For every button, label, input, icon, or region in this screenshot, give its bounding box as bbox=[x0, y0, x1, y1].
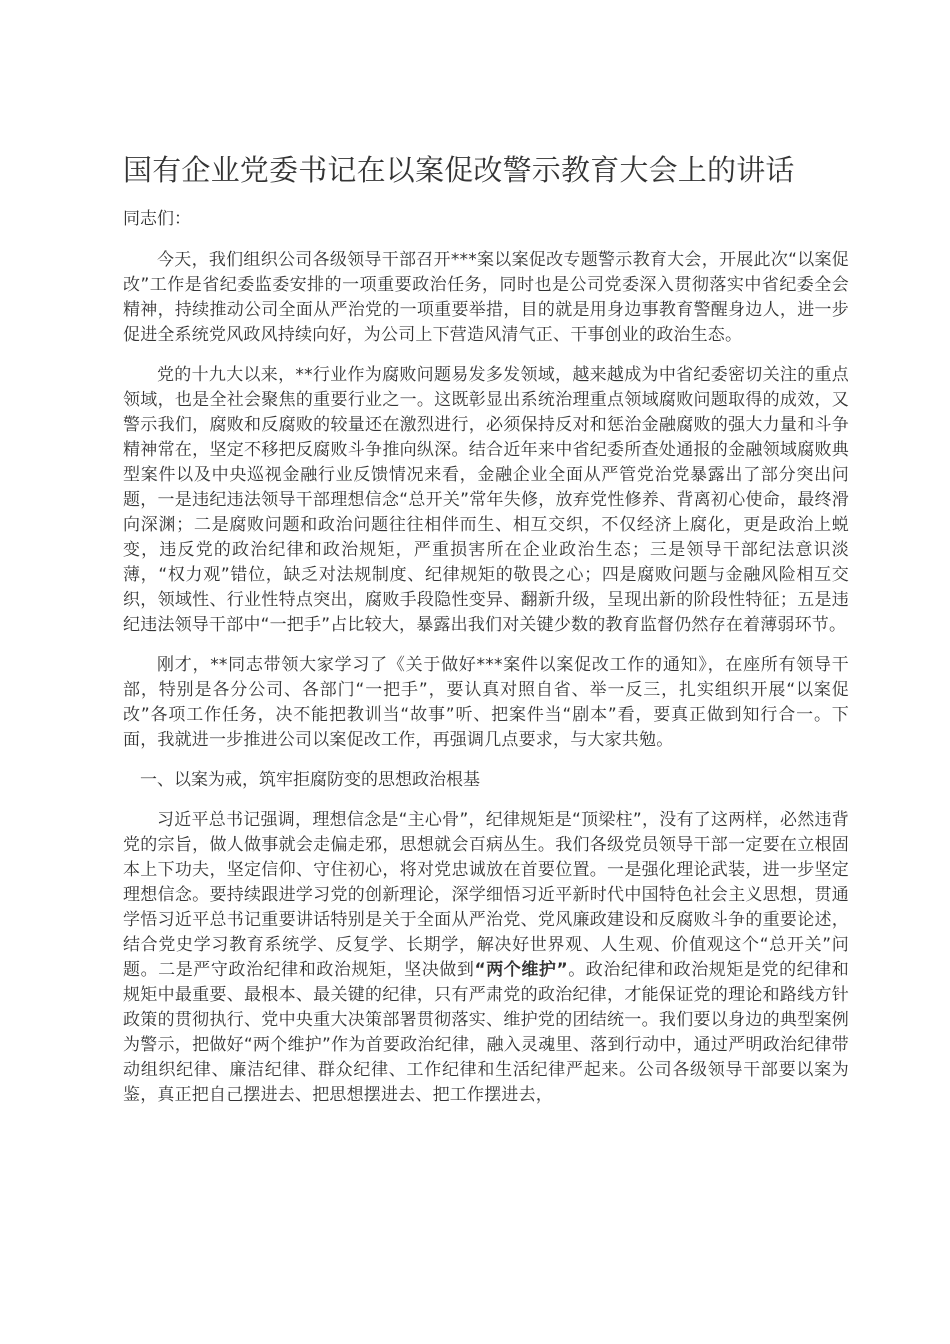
paragraph-3: 刚才，**同志带领大家学习了《关于做好***案件以案促改工作的通知》，在座所有领导干部，特别是各分公司、各部门“一把手”，要认真对照自省、举一反三，扎实组织开展“以案促改”各项工作任务，决不能把教训当“故事”听、把案件当“剧本”看，要真正做到知行合一。下面，我就进一步推进公司以案促改工作，再强调几点要求，与大家共勉。 bbox=[123, 655, 849, 750]
paragraph-4-bold-text: “两个维护” bbox=[474, 960, 568, 980]
paragraph-4-part-1: 习近平总书记强调，理想信念是“主心骨”，纪律规矩是“顶梁柱”，没有了这两样，必然违背党的宗旨，做人做事就会走偏走邪，思想就会百病丛生。我们各级党员领导干部一定要在立根固本上下功夫，坚定信仰、守住初心，将对党忠诚放在首要位置。一是强化理论武装，进一步坚定理想信念。要持续跟进学习党的创新理论，深学细悟习近平新时代中国特色社会主义思想，贯通学悟习近平总书记重要讲话特别是关于全面从严治党、党风廉政建设和反腐败斗争的重要论述，结合党史学习教育系统学、反复学、长期学，解决好世界观、人生观、价值观这个“总开关”问题。二是严守政治纪律和政治规矩，坚决做到 bbox=[123, 810, 849, 980]
paragraph-1: 今天，我们组织公司各级领导干部召开***案以案促改专题警示教育大会，开展此次“以案促改”工作是省纪委监委安排的一项重要政治任务，同时也是公司党委深入贯彻落实中省纪委全会精神，持续推动公司全面从严治党的一项重要举措，目的就是用身边事教育警醒身边人，进一步促进全系统党风政风持续向好，为公司上下营造风清气正、干事创业的政治生态。 bbox=[123, 250, 849, 345]
paragraph-2: 党的十九大以来，**行业作为腐败问题易发多发领域，越来越成为中省纪委密切关注的重点领域，也是全社会聚焦的重要行业之一。这既彰显出系统治理重点领域腐败问题取得的成效，又警示我们，腐败和反腐败的较量还在激烈进行，必须保持反对和惩治金融腐败的强大力量和斗争精神常在，坚定不移把反腐败斗争推向纵深。结合近年来中省纪委所查处通报的金融领域腐败典型案件以及中央巡视金融行业反馈情况来看，金融企业全面从严管党治党暴露出了部分突出问题，一是违纪违法领导干部理想信念“总开关”常年失修，放弃党性修养、背离初心使命，最终滑向深渊；二是腐败问题和政治问题往往相伴而生、相互交织，不仅经济上腐化，更是政治上蜕变，违反党的政治纪律和政治规矩，严重损害所在企业政治生态；三是领导干部纪法意识淡薄，“权力观”错位，缺乏对法规制度、纪律规矩的敬畏之心；四是腐败问题与金融风险相互交织，领域性、行业性特点突出，腐败手段隐性变异、翻新升级，呈现出新的阶段性特征；五是违纪违法领导干部中“一把手”占比较大，暴露出我们对关键少数的教育监督仍然存在着薄弱环节。 bbox=[123, 365, 849, 635]
section-heading: 一、以案为戒，筑牢拒腐防变的思想政治根基 bbox=[140, 770, 480, 790]
document-page bbox=[123, 150, 849, 1123]
salutation: 同志们： bbox=[123, 209, 191, 229]
paragraph-4-part-2: 。政治纪律和政治规矩是党的纪律和规矩中最重要、最根本、最关键的纪律，只有严肃党的政治纪律，才能保证党的理论和路线方针政策的贯彻执行、党中央重大决策部署贯彻落实、维护党的团结统一。我们要以身边的典型案例为警示，把做好“两个维护”作为首要政治纪律，融入灵魂里、落到行动中，通过严明政治纪律带动组织纪律、廉洁纪律、群众纪律、工作纪律和生活纪律严起来。公司各级领导干部要以案为鉴，真正把自己摆进去、把思想摆进去、把工作摆进去， bbox=[123, 960, 850, 1105]
document-title: 国有企业党委书记在以案促改警示教育大会上的讲话 bbox=[123, 153, 795, 187]
paragraph-4 bbox=[123, 808, 849, 1108]
